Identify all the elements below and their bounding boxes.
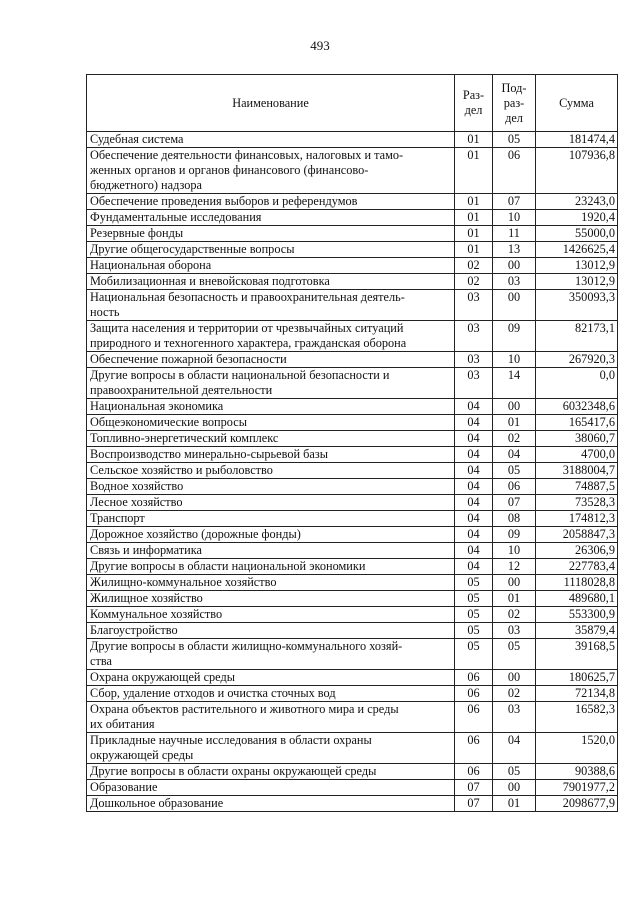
row-summa-cell: 72134,8 bbox=[536, 686, 618, 702]
row-razdel-cell: 03 bbox=[455, 368, 493, 399]
row-summa-cell: 267920,3 bbox=[536, 352, 618, 368]
row-podrazdel-cell: 13 bbox=[493, 242, 536, 258]
budget-table bbox=[86, 74, 618, 812]
row-name-cell: Судебная система bbox=[87, 132, 455, 148]
row-summa-cell: 107936,8 bbox=[536, 148, 618, 194]
row-name-cell: Другие вопросы в области национальной экономики bbox=[87, 559, 455, 575]
table-row bbox=[87, 639, 618, 670]
table-row bbox=[87, 415, 618, 431]
row-podrazdel-cell: 11 bbox=[493, 226, 536, 242]
row-razdel-cell: 05 bbox=[455, 623, 493, 639]
row-podrazdel-cell: 02 bbox=[493, 686, 536, 702]
row-name-cell: Другие вопросы в области жилищно-коммунального хозяй- ства bbox=[87, 639, 455, 670]
table-row bbox=[87, 527, 618, 543]
row-razdel-cell: 04 bbox=[455, 559, 493, 575]
header-summa: Сумма bbox=[536, 75, 618, 132]
row-razdel-cell: 04 bbox=[455, 447, 493, 463]
row-summa-cell: 74887,5 bbox=[536, 479, 618, 495]
row-name-cell: Образование bbox=[87, 780, 455, 796]
row-razdel-cell: 06 bbox=[455, 702, 493, 733]
table-row bbox=[87, 148, 618, 194]
row-summa-cell: 16582,3 bbox=[536, 702, 618, 733]
row-name-cell: Коммунальное хозяйство bbox=[87, 607, 455, 623]
row-name-cell: Воспроизводство минерально-сырьевой базы bbox=[87, 447, 455, 463]
table-row bbox=[87, 511, 618, 527]
row-razdel-cell: 01 bbox=[455, 242, 493, 258]
row-podrazdel-cell: 01 bbox=[493, 796, 536, 812]
row-podrazdel-cell: 05 bbox=[493, 639, 536, 670]
row-razdel-cell: 03 bbox=[455, 290, 493, 321]
row-summa-cell: 553300,9 bbox=[536, 607, 618, 623]
row-razdel-cell: 05 bbox=[455, 575, 493, 591]
row-razdel-cell: 04 bbox=[455, 527, 493, 543]
row-razdel-cell: 06 bbox=[455, 733, 493, 764]
table-row bbox=[87, 796, 618, 812]
table-row bbox=[87, 258, 618, 274]
table-row bbox=[87, 733, 618, 764]
row-name-cell: Другие вопросы в области охраны окружающей среды bbox=[87, 764, 455, 780]
row-razdel-cell: 06 bbox=[455, 686, 493, 702]
table-row bbox=[87, 591, 618, 607]
row-summa-cell: 227783,4 bbox=[536, 559, 618, 575]
row-podrazdel-cell: 02 bbox=[493, 607, 536, 623]
row-podrazdel-cell: 10 bbox=[493, 352, 536, 368]
row-razdel-cell: 07 bbox=[455, 780, 493, 796]
row-podrazdel-cell: 00 bbox=[493, 780, 536, 796]
row-podrazdel-cell: 03 bbox=[493, 274, 536, 290]
row-razdel-cell: 05 bbox=[455, 639, 493, 670]
row-razdel-cell: 01 bbox=[455, 194, 493, 210]
row-razdel-cell: 06 bbox=[455, 764, 493, 780]
table-row bbox=[87, 431, 618, 447]
row-summa-cell: 181474,4 bbox=[536, 132, 618, 148]
row-summa-cell: 55000,0 bbox=[536, 226, 618, 242]
row-podrazdel-cell: 09 bbox=[493, 527, 536, 543]
table-row bbox=[87, 575, 618, 591]
row-name-cell: Национальная безопасность и правоохранительная деятель- ность bbox=[87, 290, 455, 321]
table-row bbox=[87, 226, 618, 242]
row-podrazdel-cell: 06 bbox=[493, 148, 536, 194]
row-razdel-cell: 04 bbox=[455, 543, 493, 559]
table-header-row bbox=[87, 75, 618, 132]
table-row bbox=[87, 559, 618, 575]
table-row bbox=[87, 479, 618, 495]
row-name-cell: Прикладные научные исследования в области охраны окружающей среды bbox=[87, 733, 455, 764]
table-row bbox=[87, 274, 618, 290]
table-body bbox=[87, 132, 618, 812]
row-name-cell: Жилищно-коммунальное хозяйство bbox=[87, 575, 455, 591]
table-row bbox=[87, 447, 618, 463]
row-summa-cell: 7901977,2 bbox=[536, 780, 618, 796]
row-name-cell: Другие общегосударственные вопросы bbox=[87, 242, 455, 258]
row-name-cell: Топливно-энергетический комплекс bbox=[87, 431, 455, 447]
row-podrazdel-cell: 07 bbox=[493, 194, 536, 210]
row-razdel-cell: 04 bbox=[455, 399, 493, 415]
row-razdel-cell: 02 bbox=[455, 258, 493, 274]
row-podrazdel-cell: 00 bbox=[493, 290, 536, 321]
row-razdel-cell: 01 bbox=[455, 132, 493, 148]
row-name-cell: Дорожное хозяйство (дорожные фонды) bbox=[87, 527, 455, 543]
row-podrazdel-cell: 14 bbox=[493, 368, 536, 399]
table-row bbox=[87, 607, 618, 623]
row-summa-cell: 4700,0 bbox=[536, 447, 618, 463]
row-name-cell: Защита населения и территории от чрезвычайных ситуаций природного и техногенного характера, гражданская оборона bbox=[87, 321, 455, 352]
table-row bbox=[87, 242, 618, 258]
row-summa-cell: 13012,9 bbox=[536, 274, 618, 290]
table-row bbox=[87, 686, 618, 702]
row-summa-cell: 350093,3 bbox=[536, 290, 618, 321]
row-summa-cell: 180625,7 bbox=[536, 670, 618, 686]
table-row bbox=[87, 368, 618, 399]
page-number: 493 bbox=[310, 38, 330, 53]
row-podrazdel-cell: 07 bbox=[493, 495, 536, 511]
row-summa-cell: 1118028,8 bbox=[536, 575, 618, 591]
row-podrazdel-cell: 05 bbox=[493, 132, 536, 148]
row-summa-cell: 90388,6 bbox=[536, 764, 618, 780]
row-podrazdel-cell: 10 bbox=[493, 210, 536, 226]
row-summa-cell: 0,0 bbox=[536, 368, 618, 399]
row-podrazdel-cell: 02 bbox=[493, 431, 536, 447]
row-summa-cell: 3188004,7 bbox=[536, 463, 618, 479]
table-row bbox=[87, 194, 618, 210]
row-name-cell: Жилищное хозяйство bbox=[87, 591, 455, 607]
header-razdel: Раз- дел bbox=[455, 75, 493, 132]
row-name-cell: Охрана объектов растительного и животного мира и среды их обитания bbox=[87, 702, 455, 733]
table-row bbox=[87, 670, 618, 686]
row-razdel-cell: 03 bbox=[455, 321, 493, 352]
table-row bbox=[87, 543, 618, 559]
table-row bbox=[87, 399, 618, 415]
row-summa-cell: 2098677,9 bbox=[536, 796, 618, 812]
row-name-cell: Другие вопросы в области национальной безопасности и правоохранительной деятельности bbox=[87, 368, 455, 399]
row-podrazdel-cell: 03 bbox=[493, 623, 536, 639]
row-summa-cell: 1920,4 bbox=[536, 210, 618, 226]
row-name-cell: Дошкольное образование bbox=[87, 796, 455, 812]
row-summa-cell: 2058847,3 bbox=[536, 527, 618, 543]
table-row bbox=[87, 290, 618, 321]
row-razdel-cell: 04 bbox=[455, 415, 493, 431]
row-podrazdel-cell: 00 bbox=[493, 258, 536, 274]
row-name-cell: Национальная оборона bbox=[87, 258, 455, 274]
row-name-cell: Связь и информатика bbox=[87, 543, 455, 559]
row-name-cell: Общеэкономические вопросы bbox=[87, 415, 455, 431]
row-podrazdel-cell: 00 bbox=[493, 575, 536, 591]
row-razdel-cell: 04 bbox=[455, 495, 493, 511]
row-podrazdel-cell: 09 bbox=[493, 321, 536, 352]
table-row bbox=[87, 623, 618, 639]
table-row bbox=[87, 702, 618, 733]
row-razdel-cell: 04 bbox=[455, 431, 493, 447]
row-name-cell: Охрана окружающей среды bbox=[87, 670, 455, 686]
row-name-cell: Водное хозяйство bbox=[87, 479, 455, 495]
row-razdel-cell: 05 bbox=[455, 591, 493, 607]
row-summa-cell: 1520,0 bbox=[536, 733, 618, 764]
row-razdel-cell: 02 bbox=[455, 274, 493, 290]
table-row bbox=[87, 210, 618, 226]
row-name-cell: Транспорт bbox=[87, 511, 455, 527]
row-summa-cell: 6032348,6 bbox=[536, 399, 618, 415]
row-summa-cell: 35879,4 bbox=[536, 623, 618, 639]
row-razdel-cell: 05 bbox=[455, 607, 493, 623]
row-name-cell: Сбор, удаление отходов и очистка сточных вод bbox=[87, 686, 455, 702]
table-row bbox=[87, 321, 618, 352]
row-summa-cell: 38060,7 bbox=[536, 431, 618, 447]
row-razdel-cell: 04 bbox=[455, 479, 493, 495]
header-name: Наименование bbox=[87, 75, 455, 132]
row-name-cell: Обеспечение проведения выборов и референдумов bbox=[87, 194, 455, 210]
row-name-cell: Сельское хозяйство и рыболовство bbox=[87, 463, 455, 479]
row-name-cell: Благоустройство bbox=[87, 623, 455, 639]
row-name-cell: Обеспечение пожарной безопасности bbox=[87, 352, 455, 368]
row-summa-cell: 73528,3 bbox=[536, 495, 618, 511]
row-podrazdel-cell: 01 bbox=[493, 415, 536, 431]
row-podrazdel-cell: 05 bbox=[493, 463, 536, 479]
row-razdel-cell: 01 bbox=[455, 226, 493, 242]
row-podrazdel-cell: 00 bbox=[493, 670, 536, 686]
row-summa-cell: 39168,5 bbox=[536, 639, 618, 670]
row-podrazdel-cell: 01 bbox=[493, 591, 536, 607]
header-podrazdel: Под- раз- дел bbox=[493, 75, 536, 132]
row-razdel-cell: 01 bbox=[455, 148, 493, 194]
table-row bbox=[87, 352, 618, 368]
row-podrazdel-cell: 06 bbox=[493, 479, 536, 495]
row-razdel-cell: 04 bbox=[455, 511, 493, 527]
row-summa-cell: 82173,1 bbox=[536, 321, 618, 352]
row-summa-cell: 13012,9 bbox=[536, 258, 618, 274]
row-podrazdel-cell: 04 bbox=[493, 447, 536, 463]
row-summa-cell: 165417,6 bbox=[536, 415, 618, 431]
row-podrazdel-cell: 00 bbox=[493, 399, 536, 415]
row-summa-cell: 1426625,4 bbox=[536, 242, 618, 258]
row-name-cell: Национальная экономика bbox=[87, 399, 455, 415]
row-podrazdel-cell: 05 bbox=[493, 764, 536, 780]
row-podrazdel-cell: 10 bbox=[493, 543, 536, 559]
row-podrazdel-cell: 03 bbox=[493, 702, 536, 733]
row-name-cell: Мобилизационная и вневойсковая подготовка bbox=[87, 274, 455, 290]
table-row bbox=[87, 780, 618, 796]
row-name-cell: Обеспечение деятельности финансовых, налоговых и тамо- женных органов и органов финансового (финансово- бюджетного) надзора bbox=[87, 148, 455, 194]
row-summa-cell: 26306,9 bbox=[536, 543, 618, 559]
row-razdel-cell: 03 bbox=[455, 352, 493, 368]
row-name-cell: Фундаментальные исследования bbox=[87, 210, 455, 226]
row-name-cell: Лесное хозяйство bbox=[87, 495, 455, 511]
table-row bbox=[87, 132, 618, 148]
row-podrazdel-cell: 08 bbox=[493, 511, 536, 527]
table-row bbox=[87, 495, 618, 511]
row-summa-cell: 174812,3 bbox=[536, 511, 618, 527]
row-razdel-cell: 04 bbox=[455, 463, 493, 479]
row-podrazdel-cell: 04 bbox=[493, 733, 536, 764]
row-summa-cell: 489680,1 bbox=[536, 591, 618, 607]
row-razdel-cell: 07 bbox=[455, 796, 493, 812]
row-razdel-cell: 01 bbox=[455, 210, 493, 226]
row-razdel-cell: 06 bbox=[455, 670, 493, 686]
row-summa-cell: 23243,0 bbox=[536, 194, 618, 210]
table-row bbox=[87, 463, 618, 479]
row-name-cell: Резервные фонды bbox=[87, 226, 455, 242]
row-podrazdel-cell: 12 bbox=[493, 559, 536, 575]
table-row bbox=[87, 764, 618, 780]
